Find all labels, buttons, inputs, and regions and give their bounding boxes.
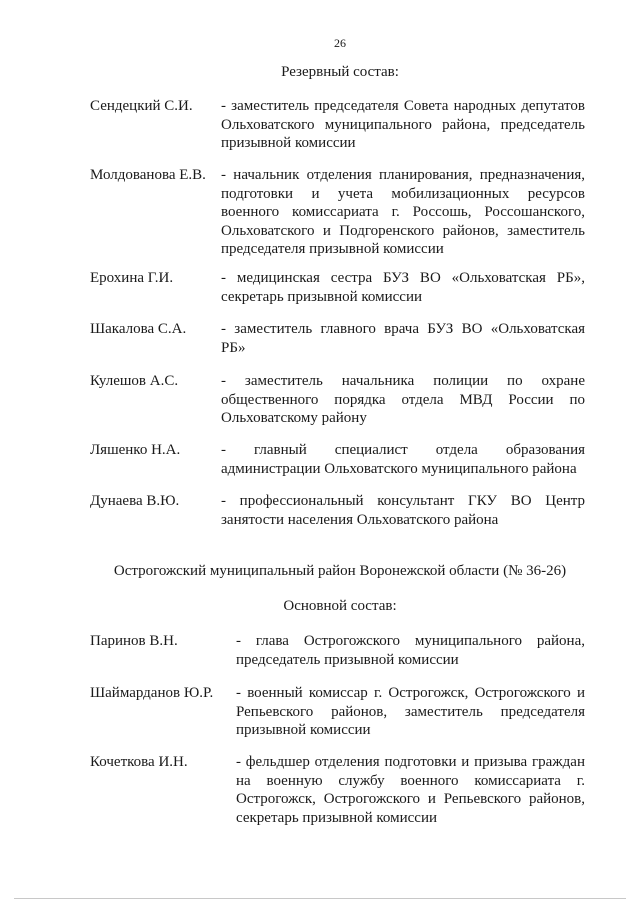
page-bottom-rule — [14, 898, 626, 899]
main-composition-heading: Основной состав: — [283, 598, 397, 614]
member-name: Сендецкий С.И. — [90, 98, 193, 114]
member-role: - заместитель начальника полиции по охране общественного порядка отдела МВД России по Ольховатскому району — [221, 373, 585, 426]
member-name: Паринов В.Н. — [90, 633, 178, 649]
member-role: - профессиональный консультант ГКУ ВО Центр занятости населения Ольховатского района — [221, 493, 585, 528]
member-name: Шаймарданов Ю.Р. — [90, 685, 214, 701]
member-name: Кочеткова И.Н. — [90, 754, 188, 770]
member-name: Молдованова Е.В. — [90, 167, 206, 183]
member-role: - главный специалист отдела образования администрации Ольховатского муниципального района — [221, 442, 585, 477]
member-name: Ерохина Г.И. — [90, 270, 174, 286]
member-role: - военный комиссар г. Острогожск, Острогожского и Репьевского районов, заместитель председателя призывной комиссии — [236, 685, 585, 738]
member-name: Кулешов А.С. — [90, 373, 179, 389]
member-name: Дунаева В.Ю. — [90, 493, 180, 509]
member-name: Ляшенко Н.А. — [90, 442, 181, 458]
member-role: - медицинская сестра БУЗ ВО «Ольховатская РБ», секретарь призывной комиссии — [221, 270, 585, 305]
district-heading: Острогожский муниципальный район Воронежской области (№ 36-26) — [113, 563, 567, 579]
member-role: - начальник отделения планирования, предназначения, подготовки и учета мобилизационных ресурсов военного комиссариата г. Россошь, Россошанского, Ольховатского и Подгоренского районов, заместитель председателя призывной комиссии — [221, 167, 585, 257]
member-role: - глава Острогожского муниципального района, председатель призывной комиссии — [236, 633, 585, 668]
member-role: - заместитель председателя Совета народных депутатов Ольховатского муниципального района, председатель призывной комиссии — [221, 98, 585, 151]
member-name: Шакалова С.А. — [90, 321, 187, 337]
member-role: - фельдшер отделения подготовки и призыва граждан на военную службу военного комиссариата г. Острогожск, Острогожского и Репьевского районов, секретарь призывной комиссии — [236, 754, 585, 826]
member-role: - заместитель главного врача БУЗ ВО «Ольховатская РБ» — [221, 321, 585, 356]
reserve-composition-heading: Резервный состав: — [281, 64, 399, 80]
page-number: 26 — [334, 36, 346, 50]
